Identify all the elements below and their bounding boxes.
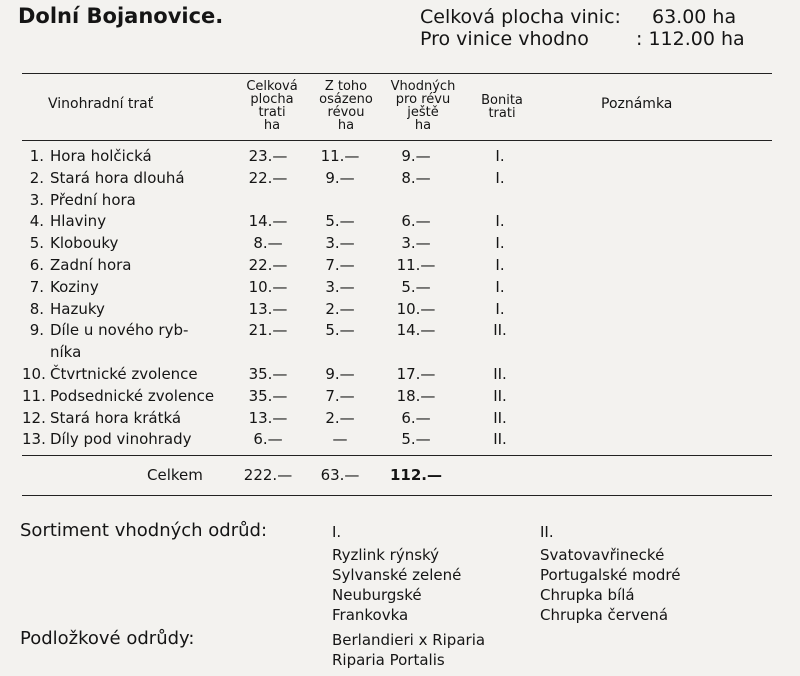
table-bottom-rule [22,495,772,496]
cell-name: Klobouky [50,234,119,253]
cell-suitable: 8.— [401,168,431,187]
cell-planted: 3.— [325,277,355,296]
cell-planted: 5.— [325,212,355,231]
cell-grade: II. [493,321,507,340]
varieties-group2-list [540,545,680,625]
cell-planted: 5.— [325,321,355,340]
cell-grade: I. [495,277,505,296]
total-top-rule [22,455,772,456]
list-item: Frankovka [332,606,409,624]
cell-no: 10. [22,365,46,383]
header-grade: Bonita trati [481,93,523,121]
list-item: Svatovavřinecké [540,546,665,564]
cell-name: Hazuky [50,299,105,318]
cell-name: Podsednické zvolence [50,386,215,405]
cell-total: 35.— [248,365,288,383]
cell-grade: I. [495,147,505,165]
cell-total: 10.— [248,277,288,296]
page-title: Dolní Bojanovice. [18,4,224,28]
total-area-value: 63.00 ha [652,6,737,28]
cell-name: Koziny [50,277,99,296]
rootstocks-list [332,630,485,670]
cell-name: Díle u nového ryb- [50,321,189,340]
cell-total: 21.— [248,321,288,340]
list-item: Berlandieri x Riparia [332,631,486,649]
cell-no: 5. [29,234,44,253]
cell-planted: 7.— [325,256,355,274]
total-area-sum: 222.— [243,466,293,484]
cell-name: Díly pod vinohrady [50,430,192,449]
cell-planted: 7.— [325,386,355,405]
total-label: Celkem [147,466,203,484]
cell-grade: II. [493,430,507,449]
cell-planted: 9.— [325,168,355,187]
cell-suitable: 5.— [401,430,431,449]
list-item: Chrupka červená [540,606,669,624]
list-item: Portugalské modré [540,566,681,584]
list-item: Sylvanské zelené [332,566,462,584]
varieties-label: Sortiment vhodných odrůd: [20,520,268,541]
list-item: Neuburgské [332,586,422,604]
varieties-group1-heading: I. [332,523,342,541]
cell-grade: I. [495,299,505,318]
total-suitable-sum: 112.— [389,466,442,484]
cell-planted: 2.— [325,299,355,318]
cell-suitable: 6.— [401,212,431,231]
cell-name: Stará hora dlouhá [50,168,185,187]
cell-name: Přední hora [50,190,136,209]
table-top-rule [22,73,772,74]
cell-suitable: 11.— [396,256,436,274]
cell-suitable: 18.— [396,386,436,405]
cell-no: 6. [29,256,44,274]
cell-no: 4. [29,212,44,231]
cell-suitable: 14.— [396,321,436,340]
cell-total: 13.— [248,299,288,318]
cell-total: 8.— [253,234,283,253]
cell-planted: 11.— [320,147,360,165]
cell-grade: II. [493,386,507,405]
cell-no: 2. [29,168,44,187]
header-total-area: Celková plocha trati ha [246,79,298,133]
header-planted: Z toho osázeno révou ha [319,79,373,133]
cell-planted: 2.— [325,408,355,427]
cell-no: 12. [22,408,46,427]
cell-name: Stará hora krátká [50,408,182,427]
suitable-area-label: Pro vinice vhodno [420,28,589,50]
cell-no: 3. [29,190,44,209]
cell-no: 1. [29,147,44,165]
cell-grade: II. [493,408,507,427]
varieties-group1-list [332,545,461,625]
cell-grade: I. [495,256,505,274]
list-item: Riparia Portalis [332,651,445,669]
cell-name: Čtvrtnické zvolence [50,365,198,383]
list-item: Ryzlink rýnský [332,546,440,564]
header-note: Poznámka [601,96,673,112]
cell-suitable: 17.— [396,365,436,383]
cell-total: 6.— [253,430,283,449]
varieties-group2-heading: II. [540,523,554,541]
cell-grade: II. [493,365,507,383]
cell-no: 13. [22,430,46,449]
cell-total: 13.— [248,408,288,427]
cell-name: Zadní hora [50,256,132,274]
cell-name: níka [50,343,82,362]
header-suitable: Vhodných pro révu ještě ha [390,79,456,133]
cell-name: Hlaviny [50,212,107,231]
cell-no: 11. [22,386,46,405]
cell-planted: — [332,430,348,449]
cell-grade: I. [495,212,505,231]
rootstocks-label: Podložkové odrůdy: [20,628,195,649]
header-rule [22,140,772,141]
total-planted-sum: 63.— [320,466,360,484]
list-item: Chrupka bílá [540,586,635,604]
cell-no: 7. [29,277,44,296]
cell-planted: 3.— [325,234,355,253]
cell-suitable: 9.— [401,147,431,165]
cell-grade: I. [495,168,505,187]
cell-total: 14.— [248,212,288,231]
suitable-area-value: : 112.00 ha [636,28,745,50]
cell-total: 22.— [248,168,288,187]
total-area-label: Celková plocha vinic: [420,6,621,28]
cell-name: Hora holčická [50,147,152,165]
cell-total: 23.— [248,147,288,165]
cell-planted: 9.— [325,365,355,383]
cell-no: 8. [29,299,44,318]
cell-no: 9. [29,321,44,340]
cell-total: 22.— [248,256,288,274]
cell-suitable: 5.— [401,277,431,296]
cell-suitable: 6.— [401,408,431,427]
cell-grade: I. [495,234,505,253]
cell-suitable: 3.— [401,234,431,253]
header-vineyard: Vinohradní trať [48,96,154,112]
cell-suitable: 10.— [396,299,436,318]
cell-total: 35.— [248,386,288,405]
